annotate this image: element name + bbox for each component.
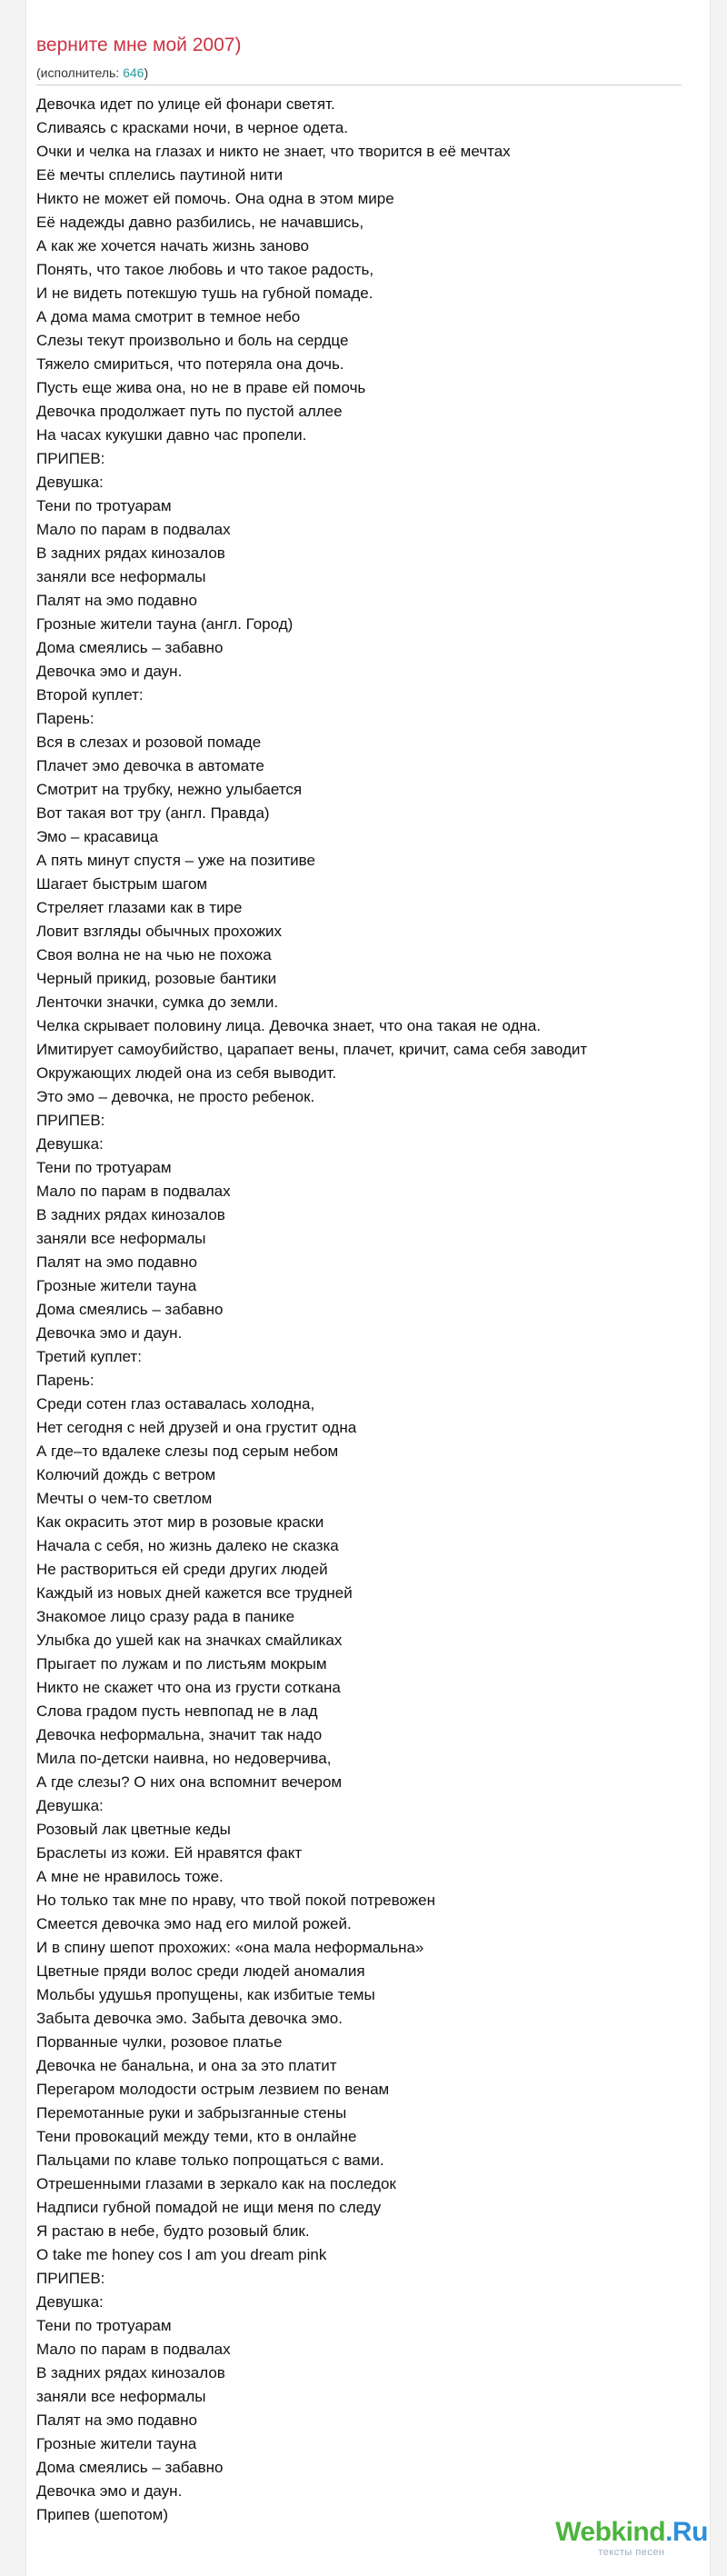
- lyric-line: Никто не может ей помочь. Она одна в этом мире: [36, 190, 394, 207]
- lyric-line: Смотрит на трубку, нежно улыбается: [36, 781, 303, 798]
- lyric-line: Колючий дождь с ветром: [36, 1466, 216, 1483]
- lyric-line: Стреляет глазами как в тире: [36, 899, 243, 916]
- lyric-line: Челка скрывает половину лица. Девочка знает, что она такая не одна.: [36, 1017, 542, 1034]
- lyric-line: Девочка идет по улице ей фонари светят.: [36, 95, 335, 113]
- lyric-line: Девочка эмо и даун.: [36, 663, 183, 680]
- lyric-line: ПРИПЕВ:: [36, 1112, 105, 1129]
- lyric-line: Сливаясь с красками ночи, в черное одета.: [36, 119, 348, 136]
- lyric-line: Припев (шепотом): [36, 2506, 169, 2523]
- lyric-line: Её надежды давно разбились, не начавшись,: [36, 214, 364, 231]
- lyric-line: Вот такая вот тру (англ. Правда): [36, 804, 270, 822]
- lyric-line: заняли все неформалы: [36, 1230, 206, 1247]
- lyric-line: Улыбка до ушей как на значках смайликах: [36, 1632, 343, 1649]
- lyric-line: Дома смеялись – забавно: [36, 1301, 224, 1318]
- lyric-line: Никто не скажет что она из грусти соткана: [36, 1679, 341, 1696]
- lyric-line: Прыгает по лужам и по листьям мокрым: [36, 1655, 327, 1672]
- lyric-line: А как же хочется начать жизнь заново: [36, 237, 309, 255]
- lyric-line: Это эмо – девочка, не просто ребенок.: [36, 1088, 315, 1105]
- lyric-line: Понять, что такое любовь и что такое радость,: [36, 261, 374, 278]
- lyric-line: Браслеты из кожи. Ей нравятся факт: [36, 1844, 303, 1862]
- lyric-line: Палят на эмо подавно: [36, 1253, 197, 1271]
- performer-link[interactable]: 646: [123, 65, 144, 80]
- performer-suffix: ): [144, 65, 149, 80]
- performer-line: [36, 65, 148, 80]
- lyric-line: В задних рядах кинозалов: [36, 1206, 225, 1223]
- lyric-line: Не раствориться ей среди других людей: [36, 1561, 328, 1578]
- lyric-line: Второй куплет:: [36, 686, 144, 704]
- lyric-line: А где слезы? О них она вспомнит вечером: [36, 1773, 343, 1791]
- lyric-line: Начала с себя, но жизнь далеко не сказка: [36, 1537, 339, 1554]
- lyric-line: Девушка:: [36, 1135, 104, 1153]
- lyric-line: Тени провокаций между теми, кто в онлайне: [36, 2128, 357, 2145]
- lyric-line: Девочка неформальна, значит так надо: [36, 1726, 323, 1743]
- lyric-line: Ленточки значки, сумка до земли.: [36, 993, 279, 1011]
- lyric-line: А дома мама смотрит в темное небо: [36, 308, 301, 325]
- brand-tagline: тексты песен: [598, 2547, 665, 2558]
- lyric-line: Каждый из новых дней кажется все трудней: [36, 1584, 353, 1602]
- lyric-line: И в спину шепот прохожих: «она мала неформальна»: [36, 1939, 424, 1956]
- lyric-line: Парень:: [36, 710, 95, 727]
- brand-name-part1: Webkind: [555, 2517, 666, 2547]
- lyric-line: Очки и челка на глазах и никто не знает, что творится в её мечтах: [36, 143, 511, 160]
- lyric-line: Шагает быстрым шагом: [36, 875, 208, 893]
- lyric-line: Грозные жители тауна (англ. Город): [36, 615, 294, 633]
- webkind-logo[interactable]: [554, 2518, 709, 2558]
- lyric-line: Мало по парам в подвалах: [36, 521, 231, 538]
- lyric-line: Плачет эмо девочка в автомате: [36, 757, 264, 774]
- lyric-line: Девочка эмо и даун.: [36, 2482, 183, 2500]
- lyric-line: Перемотанные руки и забрызганные стены: [36, 2104, 347, 2122]
- lyric-line: Тени по тротуарам: [36, 2317, 172, 2334]
- lyric-line: заняли все неформалы: [36, 2388, 206, 2405]
- lyric-line: ПРИПЕВ:: [36, 2270, 105, 2287]
- lyric-line: Ловит взгляды обычных прохожих: [36, 923, 283, 940]
- lyric-line: Перегаром молодости острым лезвием по венам: [36, 2081, 390, 2098]
- brand-name-part2: .Ru: [665, 2517, 708, 2547]
- lyric-line: Дома смеялись – забавно: [36, 639, 224, 656]
- lyric-line: А пять минут спустя – уже на позитиве: [36, 852, 315, 869]
- lyric-line: Мало по парам в подвалах: [36, 1183, 231, 1200]
- performer-prefix: (исполнитель:: [36, 65, 124, 80]
- lyric-line: ПРИПЕВ:: [36, 450, 105, 467]
- lyric-line: Порванные чулки, розовое платье: [36, 2033, 283, 2051]
- lyric-line: Парень:: [36, 1372, 95, 1389]
- lyric-line: Цветные пряди волос среди людей аномалия: [36, 1962, 365, 1980]
- lyric-line: Тени по тротуарам: [36, 497, 172, 514]
- lyric-line: Слова градом пусть невпопад не в лад: [36, 1702, 318, 1720]
- lyric-line: Девочка эмо и даун.: [36, 1324, 183, 1342]
- lyric-line: Палят на эмо подавно: [36, 2411, 197, 2429]
- lyric-line: Своя волна не на чью не похожа: [36, 946, 272, 964]
- lyric-line: Отрешенными глазами в зеркало как на последок: [36, 2175, 396, 2192]
- lyric-line: Мила по-детски наивна, но недоверчива,: [36, 1750, 332, 1767]
- lyric-line: Среди сотен глаз оставалась холодна,: [36, 1395, 315, 1413]
- lyric-line: В задних рядах кинозалов: [36, 2364, 225, 2381]
- lyric-line: И не видеть потекшую тушь на губной помаде.: [36, 285, 373, 302]
- lyric-line: Окружающих людей она из себя выводит.: [36, 1064, 337, 1082]
- lyric-line: Мольбы удушья пропущены, как избитые темы: [36, 1986, 375, 2003]
- lyric-line: O take me honey cos I am you dream pink: [36, 2246, 327, 2263]
- lyric-line: Знакомое лицо сразу рада в панике: [36, 1608, 295, 1625]
- lyric-line: Черный прикид, розовые бантики: [36, 970, 277, 987]
- lyric-line: Имитирует самоубийство, царапает вены, плачет, кричит, сама себя заводит: [36, 1041, 588, 1058]
- lyric-line: Забыта девочка эмо. Забыта девочка эмо.: [36, 2010, 343, 2027]
- lyrics-body: [36, 93, 691, 2527]
- lyric-line: Эмо – красавица: [36, 828, 159, 845]
- lyric-line: А где–то вдалеке слезы под серым небом: [36, 1443, 339, 1460]
- lyric-line: Вся в слезах и розовой помаде: [36, 734, 262, 751]
- lyric-line: Мечты о чем-то светлом: [36, 1490, 213, 1507]
- lyric-line: Я растаю в небе, будто розовый блик.: [36, 2222, 310, 2240]
- lyric-line: Розовый лак цветные кеды: [36, 1821, 231, 1838]
- lyric-line: Тяжело смириться, что потеряла она дочь.: [36, 355, 344, 373]
- song-title: верните мне мой 2007): [36, 35, 242, 55]
- lyric-line: Палят на эмо подавно: [36, 592, 197, 609]
- lyric-line: В задних рядах кинозалов: [36, 544, 225, 562]
- lyric-line: Девочка продолжает путь по пустой аллее: [36, 403, 343, 420]
- lyric-line: Но только так мне по нраву, что твой покой потревожен: [36, 1892, 435, 1909]
- lyric-line: Девушка:: [36, 1797, 104, 1814]
- lyric-line: А мне не нравилось тоже.: [36, 1868, 224, 1885]
- lyric-line: Её мечты сплелись паутиной нити: [36, 166, 284, 184]
- lyric-line: Мало по парам в подвалах: [36, 2341, 231, 2358]
- lyric-line: На часах кукушки давно час пропели.: [36, 426, 307, 444]
- lyric-line: Смеется девочка эмо над его милой рожей.: [36, 1915, 352, 1932]
- lyric-line: Пусть еще жива она, но не в праве ей помочь: [36, 379, 366, 396]
- lyric-line: Надписи губной помадой не ищи меня по следу: [36, 2199, 382, 2216]
- lyric-line: заняли все неформалы: [36, 568, 206, 585]
- lyric-line: Грозные жители тауна: [36, 1277, 197, 1294]
- lyric-line: Как окрасить этот мир в розовые краски: [36, 1513, 324, 1531]
- lyric-line: Девушка:: [36, 474, 104, 491]
- lyric-line: Тени по тротуарам: [36, 1159, 172, 1176]
- lyric-line: Третий куплет:: [36, 1348, 142, 1365]
- brand-name: [554, 2518, 709, 2547]
- lyric-line: Грозные жители тауна: [36, 2435, 197, 2452]
- lyric-line: Нет сегодня с ней друзей и она грустит одна: [36, 1419, 357, 1436]
- lyric-line: Дома смеялись – забавно: [36, 2459, 224, 2476]
- lyric-line: Девочка не банальна, и она за это платит: [36, 2057, 337, 2074]
- lyric-line: Девушка:: [36, 2293, 104, 2311]
- lyric-line: Слезы текут произвольно и боль на сердце: [36, 332, 349, 349]
- lyric-line: Пальцами по клаве только попрощаться с вами.: [36, 2152, 384, 2169]
